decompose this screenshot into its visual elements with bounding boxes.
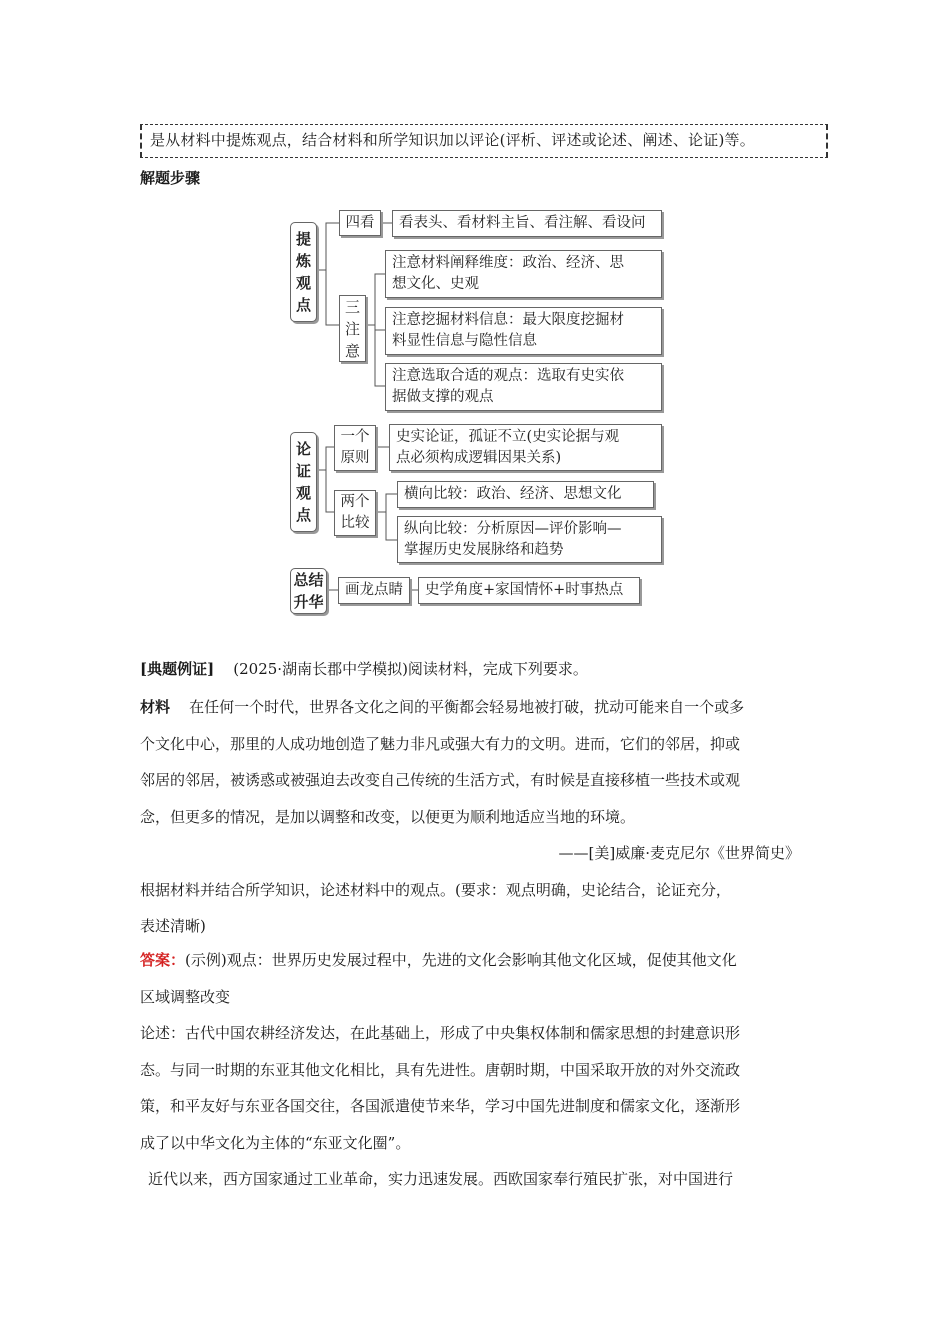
argument-line-2: 态。与同一时期的东亚其他文化相比，具有先进性。唐朝时期，中国采取开放的对外交流政 (140, 1060, 741, 1079)
argument-line-1: 论述：古代中国农耕经济发达，在此基础上，形成了中央集权体制和儒家思想的封建意识形 (140, 1024, 741, 1042)
material-line-3: 邻居的邻居，被诱惑或被强迫去改变自己传统的生活方式，有时候是直接移植一些技术或观 (140, 771, 741, 789)
material-citation: ——[美]威廉·麦克尼尔《世界简史》 (558, 844, 800, 862)
refine-char-4: 点 (295, 296, 311, 314)
answer-block (140, 942, 812, 1198)
refine-char-2: 炼 (295, 252, 311, 270)
horizontal-comparison-box (397, 481, 654, 508)
refine-viewpoint-label (290, 222, 317, 322)
argument-line-4: 成了以中华文化为主体的“东亚文化圈”。 (140, 1133, 411, 1152)
one-principle-text-box (389, 424, 662, 471)
answer-line-1 (140, 942, 812, 979)
one-principle-line-2: 原则 (340, 450, 370, 466)
two-comparisons-box (334, 490, 376, 536)
intro-text: 是从材料中提炼观点，结合材料和所学知识加以评论(评析、评述或论述、阐述、论证)等。 (150, 131, 755, 149)
one-principle-text-line-1: 史实论证，孤证不立(史实论据与观 (396, 428, 620, 445)
finishing-touch-label: 画龙点睛 (345, 582, 403, 598)
summary-label (290, 568, 327, 614)
question-line-2: 表述清晰) (140, 917, 206, 935)
argue-viewpoint-label (290, 432, 317, 532)
summary-line-1: 总结 (293, 571, 324, 589)
material-line-1 (140, 689, 812, 726)
note-item-1-line-2: 想文化、史观 (392, 276, 479, 292)
note-item-2 (385, 307, 662, 355)
example-tag: [典题例证] (140, 660, 215, 678)
modern-line: 近代以来，西方国家通过工业革命，实力迅速发展。西欧国家奉行殖民扩张，对中国进行 (148, 1170, 734, 1188)
refine-char-3: 观 (295, 274, 311, 292)
finishing-touch-text-box (418, 577, 640, 604)
one-principle-line-1: 一个 (340, 429, 370, 445)
three-notes-box (339, 295, 366, 362)
note-item-3-line-2: 据做支撑的观点 (392, 389, 494, 405)
one-principle-text-line-2: 点必须构成逻辑因果关系) (396, 449, 562, 466)
answer-line-2: 区域调整改变 (140, 987, 231, 1006)
material-block (140, 689, 812, 945)
vertical-comparison-line-1: 纵向比较：分析原因—评价影响— (404, 520, 622, 537)
vertical-comparison-box (397, 516, 662, 563)
question-line-1: 根据材料并结合所学知识，论述材料中的观点。(要求：观点明确，史论结合，论证充分， (140, 880, 731, 899)
material-line-1-text: 在任何一个时代，世界各文化之间的平衡都会轻易地被打破，扰动可能来自一个或多 (189, 698, 745, 716)
finishing-touch-text: 史学角度+家国情怀+时事热点 (425, 582, 624, 598)
example-source: (2025·湖南长郡中学模拟)阅读材料，完成下列要求。 (233, 660, 588, 678)
answer-label: 答案： (140, 951, 186, 969)
refine-char-1: 提 (295, 230, 311, 248)
horizontal-comparison-text: 横向比较：政治、经济、思想文化 (404, 486, 622, 502)
note-item-3-line-1: 注意选取合适的观点：选取有史实依 (392, 368, 624, 384)
note-item-1-line-1: 注意材料阐释维度：政治、经济、思 (392, 255, 624, 271)
argue-char-2: 证 (295, 462, 311, 480)
vertical-comparison-line-2: 掌握历史发展脉络和趋势 (404, 541, 564, 558)
one-principle-box (334, 425, 376, 471)
four-looks-text-box (392, 210, 662, 237)
note-item-2-line-2: 料显性信息与隐性信息 (392, 333, 537, 349)
two-comparisons-line-1: 两个 (340, 494, 370, 510)
four-looks-box (339, 210, 381, 236)
two-comparisons-line-2: 比较 (340, 515, 370, 531)
example-header (140, 657, 812, 681)
note-item-1 (385, 250, 662, 298)
argue-char-3: 观 (295, 484, 311, 502)
three-notes-char-1: 三 (344, 297, 360, 316)
answer-line-1-text: (示例)观点：世界历史发展过程中，先进的文化会影响其他文化区域，促使其他文化 (185, 951, 737, 969)
three-notes-char-3: 意 (344, 341, 360, 360)
four-looks-label: 四看 (345, 214, 375, 231)
material-line-4: 念，但更多的情况，是加以调整和改变，以便更为顺利地适应当地的环境。 (140, 807, 636, 826)
finishing-touch-box (338, 577, 410, 604)
three-notes-char-2: 注 (344, 319, 360, 338)
material-line-2: 个文化中心，那里的人成功地创造了魅力非凡或强大有力的文明。进而，它们的邻居，抑或 (140, 734, 741, 753)
argument-line-3: 策，和平友好与东亚各国交往，各国派遣使节来华，学习中国先进制度和儒家文化，逐渐形 (140, 1097, 741, 1115)
summary-line-2: 升华 (293, 593, 324, 611)
four-looks-text: 看表头、看材料主旨、看注解、看设问 (399, 215, 646, 231)
steps-title: 解题步骤 (140, 169, 201, 187)
argue-char-1: 论 (295, 440, 311, 458)
note-item-3 (385, 363, 662, 411)
argue-char-4: 点 (295, 506, 311, 524)
note-item-2-line-1: 注意挖掘材料信息：最大限度挖掘材 (392, 312, 624, 328)
material-label: 材料 (140, 698, 171, 716)
